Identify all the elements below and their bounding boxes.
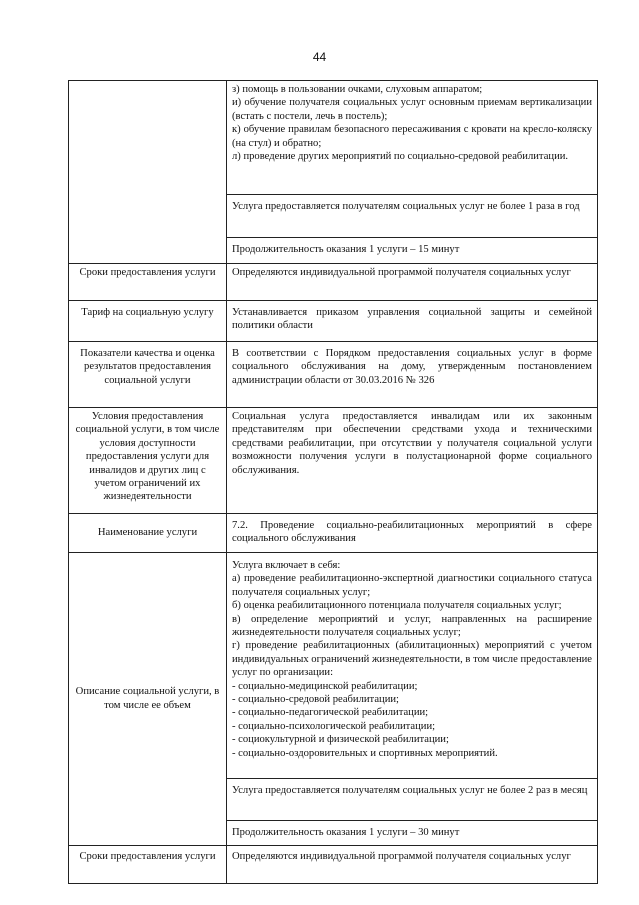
quality-value: В соответствии с Порядком предоставления социальных услуг в форме социального обслуживания на дому, утвержденным постановлением администрации области от 30.03.2016 № 326: [227, 342, 598, 408]
list-item: - социокультурной и физической реабилитации;: [232, 734, 449, 746]
service-name-value: 7.2. Проведение социально-реабилитационных мероприятий в сфере социального обслуживания: [227, 514, 598, 553]
table-row-terms-1: [69, 264, 598, 301]
empty-label-cell: [69, 81, 227, 264]
table-row-service-name: [69, 514, 598, 553]
list-item: - социально-средовой реабилитации;: [232, 694, 399, 706]
list-item: - социально-психологической реабилитации;: [232, 720, 436, 732]
continuation-items: [227, 81, 598, 195]
list-item: и) обучение получателя социальных услуг основным приемам вертикализации (встать с постели, лечь в постель);: [232, 97, 592, 122]
table-row-tariff: [69, 301, 598, 342]
list-item: к) обучение правилам безопасного пересаживания с кровати на кресло-коляску (на стул) и обратно;: [232, 124, 592, 149]
terms-value: Определяются индивидуальной программой получателя социальных услуг: [227, 264, 598, 301]
table-row-quality: [69, 342, 598, 408]
list-item: - социально-оздоровительных и спортивных мероприятий.: [232, 747, 498, 759]
tariff-label: Тариф на социальную услугу: [69, 301, 227, 342]
list-item: л) проведение других мероприятий по социально-средовой реабилитации.: [232, 151, 569, 163]
duration-text: Продолжительность оказания 1 услуги – 15 минут: [227, 238, 598, 264]
list-item: б) оценка реабилитационного потенциала получателя социальных услуг;: [232, 600, 562, 612]
table-row-description: [69, 553, 598, 779]
table-row-terms-2: [69, 846, 598, 884]
description-label: Описание социальной услуги, в том числе ее объем: [69, 553, 227, 846]
frequency-text: Услуга предоставляется получателям социальных услуг не более 2 раз в месяц: [227, 779, 598, 821]
table-row-continuation: [69, 81, 598, 195]
tariff-value: Устанавливается приказом управления социальной защиты и семейной политики области: [227, 301, 598, 342]
list-item: в) определение мероприятий и услуг, направленных на расширение жизнедеятельности получателя социальных услуг;: [232, 613, 592, 639]
conditions-label: Условия предоставления социальной услуги, в том числе условия доступности предоставления услуги для инвалидов и других лиц с учетом ограничений их жизнедеятельности: [69, 408, 227, 514]
list-item: - социально-медицинской реабилитации;: [232, 680, 418, 692]
quality-label: Показатели качества и оценка результатов предоставления социальной услуги: [69, 342, 227, 408]
terms-label: Сроки предоставления услуги: [69, 846, 227, 884]
page-number: 44: [312, 50, 327, 64]
list-item: - социально-педагогической реабилитации;: [232, 707, 429, 719]
table-row-conditions: [69, 408, 598, 514]
list-item: з) помощь в пользовании очками, слуховым аппаратом;: [232, 84, 483, 95]
terms-label: Сроки предоставления услуги: [69, 264, 227, 301]
list-item: г) проведение реабилитационных (абилитационных) мероприятий с учетом индивидуальных ограничений жизнедеятельности, в том числе предоставление услуг по организации:: [232, 640, 592, 679]
description-items: [227, 553, 598, 779]
duration-text: Продолжительность оказания 1 услуги – 30 минут: [227, 821, 598, 846]
conditions-value: Социальная услуга предоставляется инвалидам или их законным представителям при обеспечении средствами ухода и техническими средствами реабилитации, при отсутствии у получателя социальной услуги возможности получения услуги в полустационарной форме социального обслуживания.: [227, 408, 598, 514]
service-name-label: Наименование услуги: [69, 514, 227, 553]
services-table: [68, 80, 598, 884]
frequency-text: Услуга предоставляется получателям социальных услуг не более 1 раза в год: [227, 195, 598, 238]
terms-value: Определяются индивидуальной программой получателя социальных услуг: [227, 846, 598, 884]
list-item: а) проведение реабилитационно-экспертной диагностики социального статуса получателя социальных услуг;: [232, 573, 592, 598]
list-item: Услуга включает в себя:: [232, 560, 341, 571]
